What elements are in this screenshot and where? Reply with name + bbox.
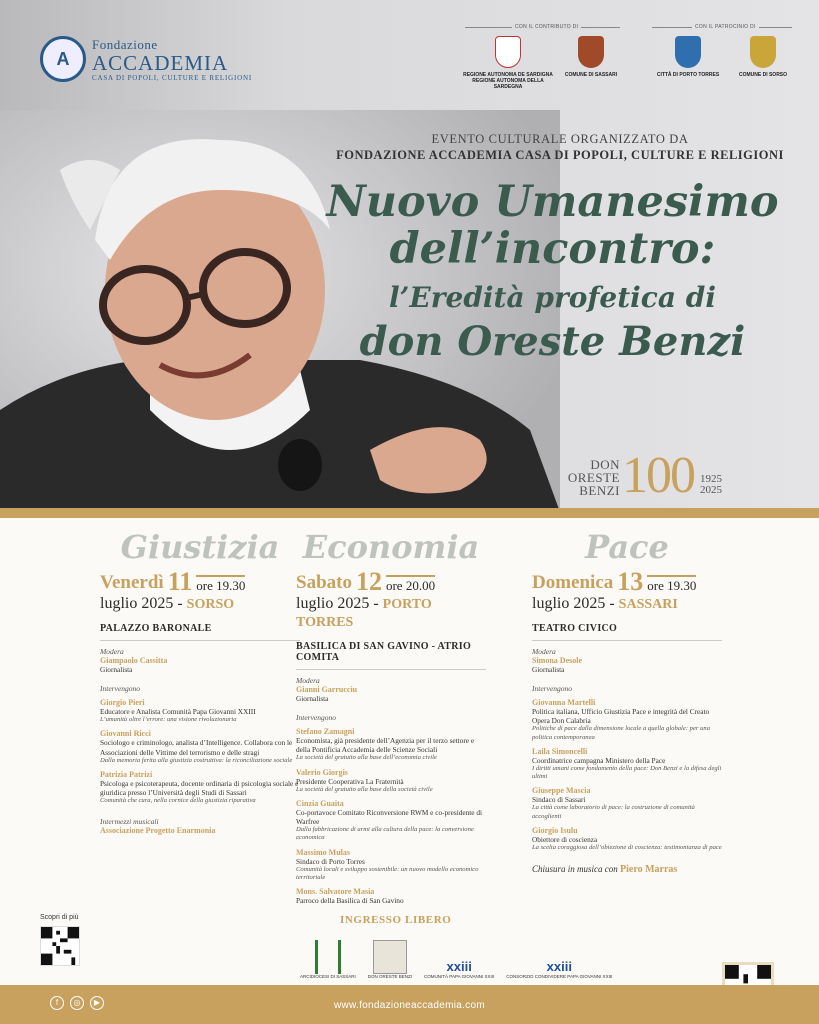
venue: TEATRO CIVICO [532, 623, 722, 641]
partner-logo-diocese: ARCIDIOCESI DI SASSARI [300, 940, 356, 979]
column-economia: Economia Sabato 12 ore 20.00 luglio 2025 - PORTO TORRES BASILICA DI SAN GAVINO - ATRIO COMITA Modera Gianni Garrucciu Giornalista Intervengono Stefano Zamagni Economista, già presidente dell’Agenzia per il terzo settore e della Pontificia Accademia delle Scienze Sociali La società del gratuito alla base dell’economia civile Valerio Giorgis Presidente Cooperativa La Fraternità La società del gratuito alla base della società civile Cinzia Guaita Co-portavoce Comitato Riconversione RWM e co-presidente di Warfree Dalla fabbricazione di armi alla cultura della pace: la conversione economica Massimo Mulas Sindaco di Porto Torres Comunità locali e sviluppo sostenibile: un nuovo modello economico territoriale Mons. Salvatore Masia Parroco della Basilica di San Gavino [296, 528, 486, 905]
hero-section: A Fondazione ACCADEMIA CASA DI POPOLI, CULTURE E RELIGIONI CON IL CONTRIBUTO DI CON IL PATROCINIO DI REGIONE AUTONOMA DE SARDIGNA REGIONE AUTONOMA DELLA SARDEGNA COMUNE DI SASSARI CITTÀ DI PORTO TORRES COMUNE DI SORSO EVENTO CULTURALE ORGANIZZATO DA FONDAZIONE ACCADEMIA CASA DI POPOLI, CULTURE E RELIGIONI Nuovo Umanesimo dell’incontro: l’Eredità profetica di don Oreste Benzi DON ORESTE BENZI 100 1925 2025 [0, 0, 819, 512]
porto-torres-crest-icon [675, 36, 701, 68]
partner-logo-benzi: DON ORESTE BENZI [368, 940, 412, 979]
speaker-name: Giorgio Pieri [100, 698, 145, 708]
music-name: Associazione Progetto Enarmonia [100, 826, 216, 836]
speaker-name: Laila Simoncelli [532, 746, 588, 756]
logo-line3: CASA DI POPOLI, CULTURE E RELIGIONI [92, 73, 252, 82]
discover-more-label: Scopri di più [40, 914, 79, 921]
date-row: Venerdì 11 ore 19.30 [100, 567, 246, 596]
gold-divider [0, 508, 819, 518]
venue: PALAZZO BARONALE [100, 623, 300, 641]
instagram-icon[interactable]: ◎ [70, 996, 84, 1010]
free-entry: INGRESSO LIBERO [340, 914, 452, 926]
crest-sorso: COMUNE DI SORSO [732, 36, 794, 78]
title-name: don Oreste Benzi [359, 318, 746, 365]
place-row: luglio 2025 - SORSO [100, 595, 235, 612]
organizer-name: FONDAZIONE ACCADEMIA CASA DI POPOLI, CULTURE E RELIGIONI [336, 148, 784, 162]
logo-line1: Fondazione [92, 36, 158, 52]
contrib-label: CON IL CONTRIBUTO DI [512, 24, 581, 30]
date-row: Domenica 13 ore 19.30 [532, 567, 697, 596]
venue: BASILICA DI SAN GAVINO - ATRIO COMITA [296, 641, 486, 670]
moderator-name: Gianni Garrucciu [296, 685, 358, 694]
crest-sassari: COMUNE DI SASSARI [560, 36, 622, 78]
moderator-name: Simona Desole [532, 656, 582, 665]
organizer-intro: EVENTO CULTURALE ORGANIZZATO DA [431, 132, 689, 146]
speaker-name: Giovanni Ricci [100, 729, 151, 739]
speaker-name: Giorgio Isulu [532, 825, 578, 835]
patron-label: CON IL PATROCINIO DI [692, 24, 759, 30]
speaker-name: Patrizia Patrizi [100, 769, 153, 779]
partner-logos [300, 940, 612, 979]
sassari-crest-icon [578, 36, 604, 68]
crest-sardegna: REGIONE AUTONOMA DE SARDIGNA REGIONE AUTONOMA DELLA SARDEGNA [462, 36, 554, 90]
partner-logo-community: xxiii COMUNITÀ PAPA GIOVANNI XXIII [424, 959, 495, 979]
column-giustizia: Giustizia Venerdì 11 ore 19.30 luglio 2025 - SORSO PALAZZO BARONALE Modera Giampaolo Cassitta Giornalista Intervengono Giorgio Pieri Educatore e Analista Comunità Papa Giovanni XXIII L’umanità oltre l’errore: una visione rivoluzionaria Giovanni Ricci Sociologo e criminologo, analista d’Intelligence. Collabora con le Associazioni delle Vittime del terrorismo e delle stragi Dalla memoria ferita alla giustizia costruttiva: la riconciliazione sociale Patrizia Patrizi Psicologa e psicoterapeuta, docente ordinaria di psicologia sociale e giuridica presso l’Università degli Studi di Sassari Comunità che cura, nella cornice della giustizia riparativa Intermezzi musicali Associazione Progetto Enarmonia [100, 528, 299, 836]
qr-code-icon[interactable] [40, 926, 80, 966]
column-pace: Pace Domenica 13 ore 19.30 luglio 2025 - SASSARI TEATRO CIVICO Modera Simona Desole Giornalista Intervengono Giovanna Martelli Politica italiana, Ufficio Giustizia Pace e integrità del Creato Opera Don Calabria Politiche di pace dalla dimensione locale a quella globale: per una politica contemporanea Laila Simoncelli Coordinatrice campagna Ministero della Pace I diritti umani come fondamento della pace: Don Benzi e la difesa degli ultimi Giuseppe Mascia Sindaco di Sassari La città come laboratorio di pace: la costruzione di comunità accoglienti Giorgio Isulu Obiettore di coscienza La scelta coraggiosa dell’obiezione di coscienza: testimonianza di pace Chiusura in musica con Piero Marras [532, 528, 722, 876]
moderator-name: Giampaolo Cassitta [100, 656, 168, 665]
title-line1: Nuovo Umanesimo [326, 177, 779, 227]
subtitle: l’Eredità profetica di [389, 281, 716, 314]
facebook-icon[interactable]: f [50, 996, 64, 1010]
theme-title: Economia [302, 528, 480, 566]
speaker-name: Cinzia Guaita [296, 798, 344, 808]
speaker-name: Stefano Zamagni [296, 727, 355, 737]
sorso-crest-icon [750, 36, 776, 68]
closing-note: Chiusura in musica con Piero Marras [532, 864, 678, 876]
crest-porto-torres: CITTÀ DI PORTO TORRES [652, 36, 724, 78]
speaker-name: Giovanna Martelli [532, 698, 596, 708]
sardinia-crest-icon [495, 36, 521, 68]
speaker-name: Mons. Salvatore Masia [296, 887, 375, 897]
foundation-logo[interactable] [40, 36, 252, 82]
speaker-name: Massimo Mulas [296, 847, 350, 857]
theme-title: Giustizia [120, 528, 280, 566]
partner-logo-consortium: xxiii CONSORZIO CONDIVIDERE PAPA GIOVANNI XXIII [506, 959, 613, 979]
youtube-icon[interactable]: ▶ [90, 996, 104, 1010]
date-row: Sabato 12 ore 20.00 [296, 567, 436, 596]
place-row: luglio 2025 - PORTO TORRES [296, 595, 432, 630]
speaker-name: Giuseppe Mascia [532, 786, 591, 796]
theme-title: Pace [585, 528, 669, 566]
speaker-name: Valerio Giorgis [296, 767, 348, 777]
tower-icon: A [40, 36, 86, 82]
title-line2: dell’incontro: [389, 224, 716, 274]
logo-line2: ACCADEMIA [92, 50, 229, 75]
website-link[interactable]: www.fondazioneaccademia.com [334, 1000, 485, 1011]
place-row: luglio 2025 - SASSARI [532, 595, 678, 612]
